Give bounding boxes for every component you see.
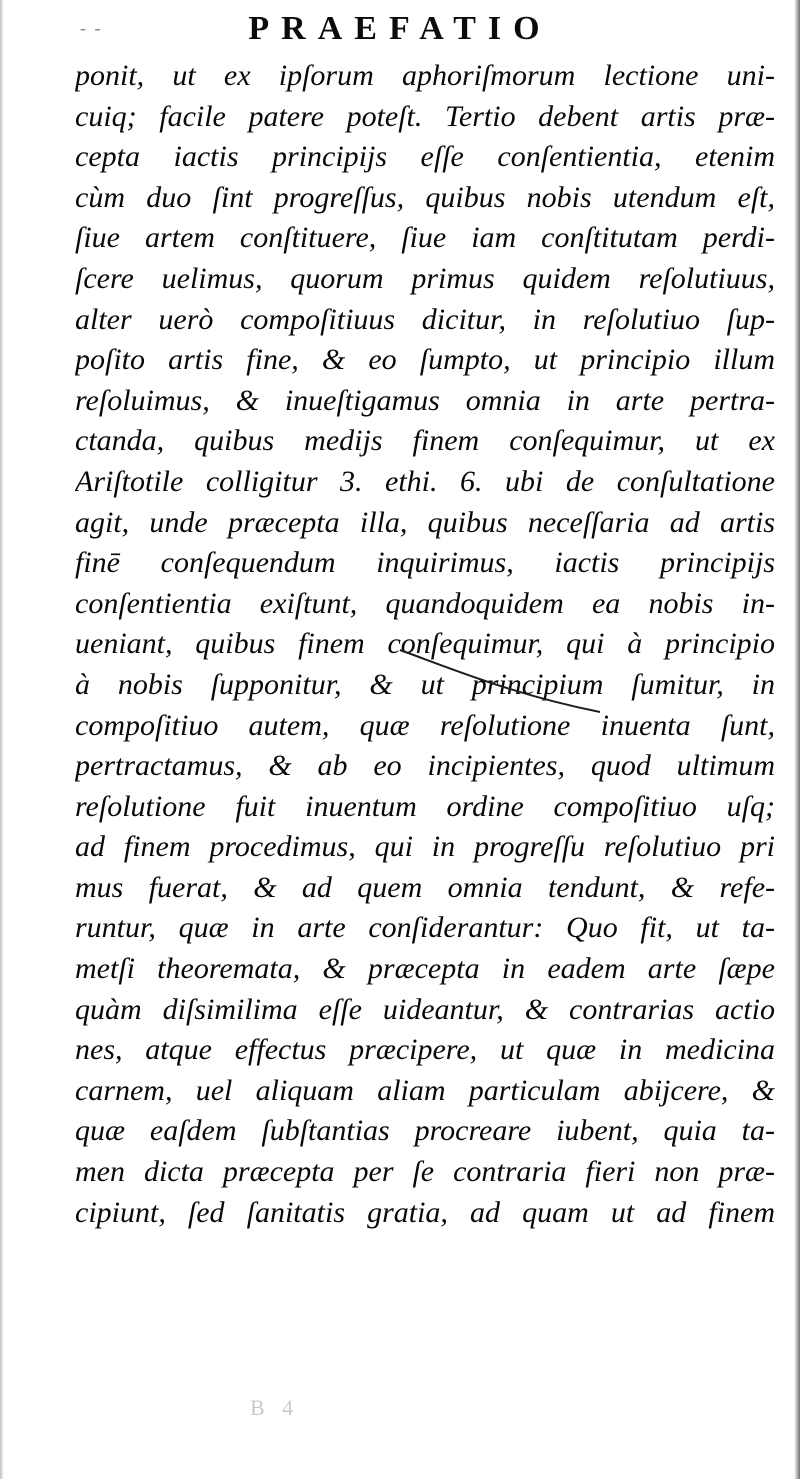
text-line: ad finem procedimus, qui in progreſſu reſolutiuo pri <box>75 830 775 864</box>
text-line: mus fuerat, & ad quem omnia tendunt, & refe- <box>75 870 775 904</box>
text-line: carnem, uel aliquam aliam particulam abijcere, & <box>75 1073 775 1107</box>
running-title: PRAEFATIO <box>248 10 552 47</box>
text-line: ctanda, quibus medijs finem conſequimur, ut ex <box>75 424 775 458</box>
text-line: ſcere uelimus, quorum primus quidem reſolutiuus, <box>75 261 775 295</box>
text-line: alter uerò compoſitiuus dicitur, in reſolutiuo ſup- <box>75 302 775 336</box>
text-line: reſoluimus, & inueſtigamus omnia in arte pertra- <box>75 383 775 417</box>
text-line: cuiq; facile patere poteſt. Tertio debent artis præ- <box>75 99 775 133</box>
text-line: ponit, ut ex ipſorum aphoriſmorum lectione uni- <box>75 59 775 92</box>
signature-mark: B 4 <box>250 1395 300 1420</box>
text-line: ſiue artem conſtituere, ſiue iam conſtitutam perdi- <box>75 221 775 255</box>
text-line: Ariſtotile colligitur 3. ethi. 6. ubi de conſultatione <box>75 464 775 498</box>
text-line: cùm duo ſint progreſſus, quibus nobis utendum eſt, <box>75 180 775 214</box>
main-text <box>75 56 775 1233</box>
header-left-mark: - - <box>80 18 103 38</box>
text-line: finē conſequendum inquirimus, iactis principijs <box>75 546 775 580</box>
text-line: conſentientia exiſtunt, quandoquidem ea nobis in- <box>75 586 775 620</box>
text-line: quàm diſsimilima eſſe uideantur, & contrarias actio <box>75 992 775 1026</box>
text-line: runtur, quæ in arte conſiderantur: Quo fit, ut ta- <box>75 911 775 945</box>
text-line: nes, atque effectus præcipere, ut quæ in medicina <box>75 1033 775 1067</box>
text-line: à nobis ſupponitur, & ut principium ſumitur, in <box>75 667 775 701</box>
text-line: reſolutione fuit inuentum ordine compoſitiuo uſq; <box>75 789 775 823</box>
scan-edge-left <box>0 0 4 1479</box>
text-line: pertractamus, & ab eo incipientes, quod ultimum <box>75 749 775 783</box>
text-line: cepta iactis principijs eſſe conſentientia, etenim <box>75 140 775 174</box>
page-header <box>0 10 800 48</box>
text-line: poſito artis fine, & eo ſumpto, ut principio illum <box>75 343 775 377</box>
text-line: compoſitiuo autem, quæ reſolutione inuenta ſunt, <box>75 708 775 742</box>
text-line: quæ eaſdem ſubſtantias procreare iubent, quia ta- <box>75 1114 775 1148</box>
text-line: men dicta præcepta per ſe contraria fieri non præ- <box>75 1155 775 1189</box>
text-line: agit, unde præcepta illa, quibus neceſſaria ad artis <box>75 505 775 539</box>
text-line: cipiunt, ſed ſanitatis gratia, ad quam ut ad finem <box>75 1195 775 1229</box>
scan-edge-right <box>794 0 800 1479</box>
text-line: ueniant, quibus finem conſequimur, qui à principio <box>75 627 775 661</box>
text-line: metſi theoremata, & præcepta in eadem arte ſæpe <box>75 952 775 986</box>
